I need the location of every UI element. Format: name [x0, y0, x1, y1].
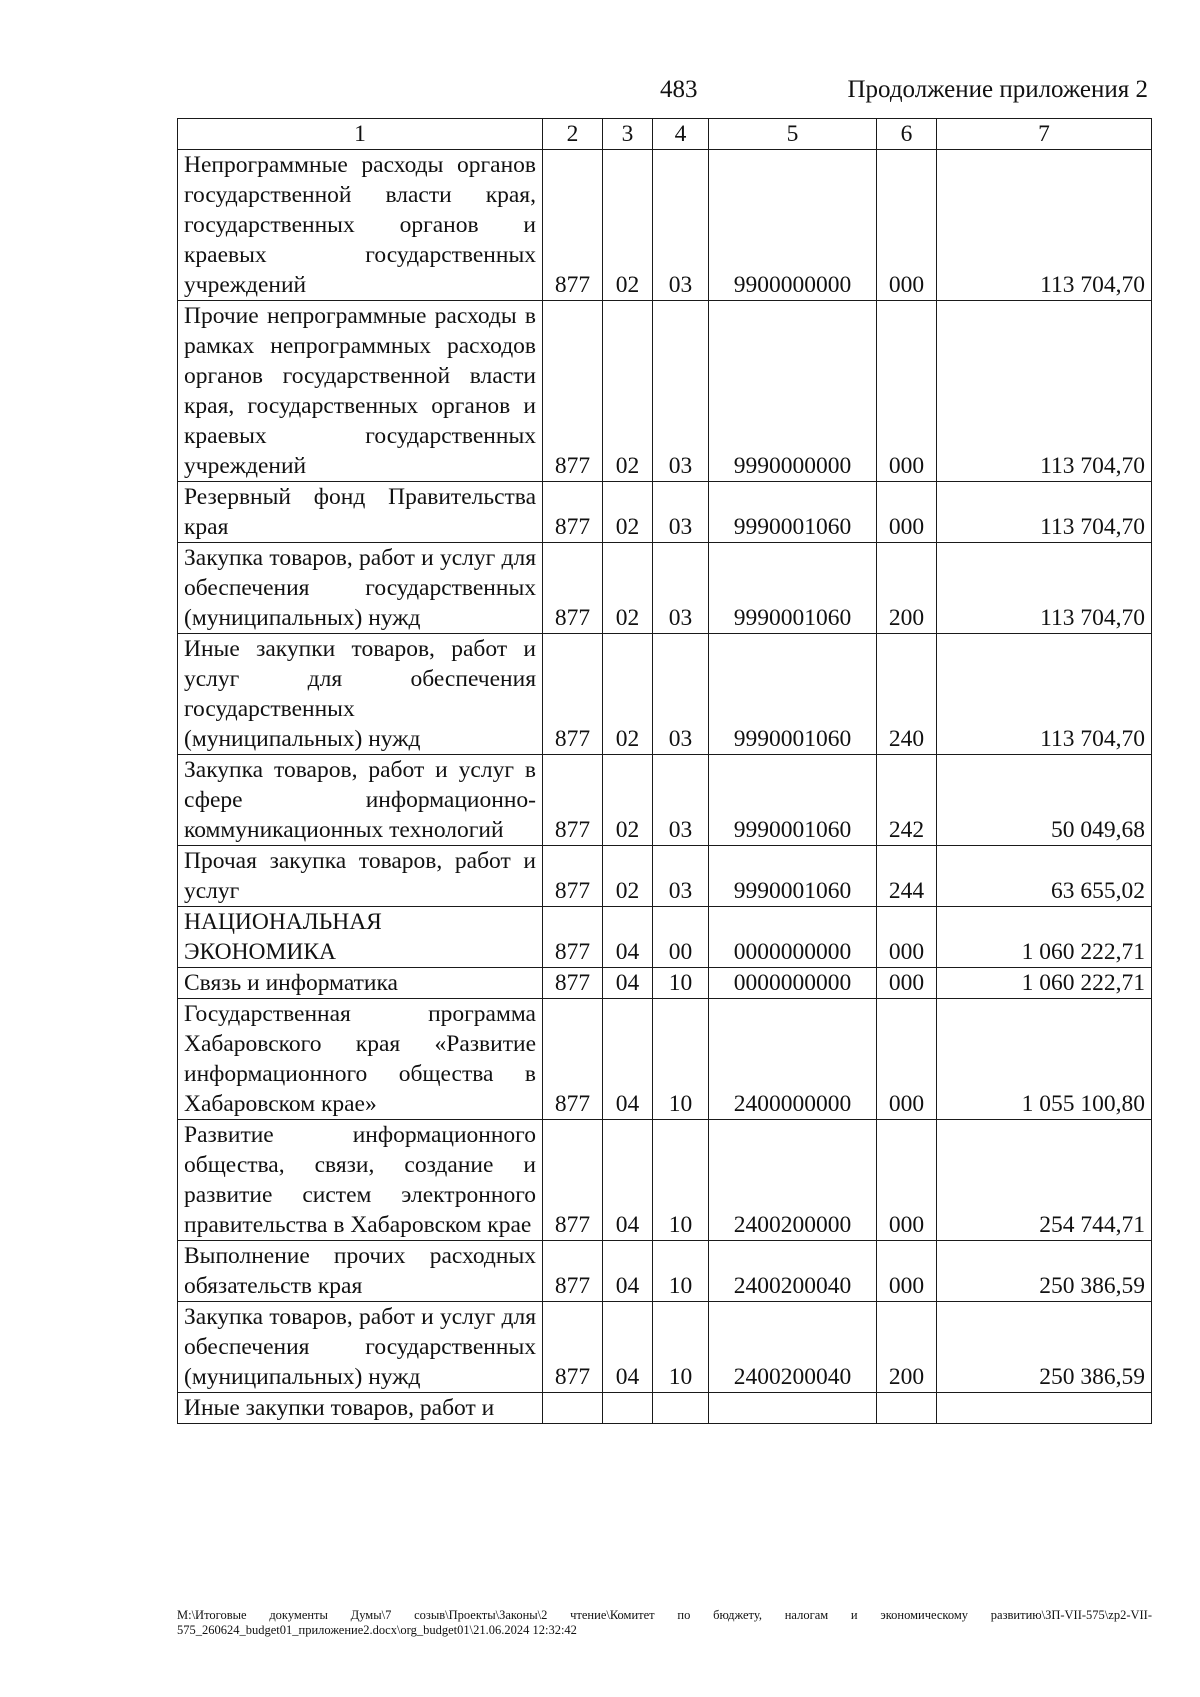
- subsection-code: 03: [653, 755, 709, 846]
- amount: 254 744,71: [937, 1120, 1152, 1241]
- target-article-code: 9990001060: [709, 846, 877, 907]
- table-row: [178, 543, 1152, 634]
- column-header: 5: [709, 119, 877, 150]
- table-row: [178, 1302, 1152, 1393]
- amount: 113 704,70: [937, 482, 1152, 543]
- target-article-code: 9990001060: [709, 482, 877, 543]
- section-code: 04: [603, 1120, 653, 1241]
- expense-type-code: 242: [877, 755, 937, 846]
- table-row: [178, 482, 1152, 543]
- section-code: 02: [603, 543, 653, 634]
- ministry-code: 877: [543, 755, 603, 846]
- target-article-code: 9990000000: [709, 301, 877, 482]
- ministry-code: 877: [543, 634, 603, 755]
- expense-name: Резервный фонд Правительства края: [178, 482, 543, 543]
- table-row: [178, 1241, 1152, 1302]
- column-header: 4: [653, 119, 709, 150]
- amount: 1 055 100,80: [937, 999, 1152, 1120]
- expense-name: Иные закупки товаров, работ и услуг для обеспечения государственных (муниципальных) нужд: [178, 634, 543, 755]
- ministry-code: 877: [543, 543, 603, 634]
- section-code: 02: [603, 634, 653, 755]
- page-number: 483: [660, 76, 698, 103]
- column-header: 2: [543, 119, 603, 150]
- expense-type-code: 000: [877, 1120, 937, 1241]
- ministry-code: 877: [543, 907, 603, 968]
- target-article-code: 0000000000: [709, 907, 877, 968]
- amount: 250 386,59: [937, 1302, 1152, 1393]
- expense-name: Закупка товаров, работ и услуг для обеспечения государственных (муниципальных) нужд: [178, 543, 543, 634]
- subsection-code: 03: [653, 150, 709, 301]
- section-code: 04: [603, 968, 653, 999]
- ministry-code: 877: [543, 999, 603, 1120]
- amount: 113 704,70: [937, 150, 1152, 301]
- section-code: 04: [603, 1241, 653, 1302]
- section-code: 02: [603, 755, 653, 846]
- table-row: [178, 150, 1152, 301]
- table-row: [178, 1120, 1152, 1241]
- ministry-code: 877: [543, 1302, 603, 1393]
- table-row: [178, 1393, 1152, 1424]
- ministry-code: 877: [543, 1120, 603, 1241]
- table-row: [178, 301, 1152, 482]
- amount: 1 060 222,71: [937, 968, 1152, 999]
- table-row: [178, 907, 1152, 968]
- table-row: [178, 846, 1152, 907]
- column-header: 1: [178, 119, 543, 150]
- expense-type-code: 200: [877, 1302, 937, 1393]
- target-article-code: [709, 1393, 877, 1424]
- target-article-code: 2400200040: [709, 1241, 877, 1302]
- expense-type-code: [877, 1393, 937, 1424]
- document-path-footer: M:\Итоговые документы Думы\7 созыв\Проекты\Законы\2 чтение\Комитет по бюджету, налогам и экономическому развитию\ЗП-VII-575\zp2-VII-575_260624_budget01_приложение2.docx\org_budget01\21.06.2024 12:32:42: [177, 1608, 1152, 1637]
- ministry-code: 877: [543, 150, 603, 301]
- amount: [937, 1393, 1152, 1424]
- expense-name: Выполнение прочих расходных обязательств края: [178, 1241, 543, 1302]
- expense-type-code: 000: [877, 1241, 937, 1302]
- table-header-row: [178, 119, 1152, 150]
- section-code: 02: [603, 482, 653, 543]
- subsection-code: 10: [653, 1241, 709, 1302]
- section-code: [603, 1393, 653, 1424]
- table-row: [178, 755, 1152, 846]
- target-article-code: 2400000000: [709, 999, 877, 1120]
- column-header: 7: [937, 119, 1152, 150]
- ministry-code: 877: [543, 482, 603, 543]
- target-article-code: 0000000000: [709, 968, 877, 999]
- subsection-code: 00: [653, 907, 709, 968]
- column-header: 6: [877, 119, 937, 150]
- expense-name: Государственная программа Хабаровского края «Развитие информационного общества в Хабаровском крае»: [178, 999, 543, 1120]
- table-row: [178, 968, 1152, 999]
- amount: 1 060 222,71: [937, 907, 1152, 968]
- subsection-code: 03: [653, 634, 709, 755]
- expense-type-code: 000: [877, 907, 937, 968]
- expense-type-code: 000: [877, 968, 937, 999]
- amount: 250 386,59: [937, 1241, 1152, 1302]
- subsection-code: 10: [653, 1302, 709, 1393]
- amount: 113 704,70: [937, 301, 1152, 482]
- section-code: 02: [603, 150, 653, 301]
- amount: 63 655,02: [937, 846, 1152, 907]
- expense-type-code: 000: [877, 150, 937, 301]
- amount: 50 049,68: [937, 755, 1152, 846]
- expense-name: Развитие информационного общества, связи, создание и развитие систем электронного правительства в Хабаровском крае: [178, 1120, 543, 1241]
- subsection-code: 03: [653, 301, 709, 482]
- ministry-code: 877: [543, 301, 603, 482]
- expense-type-code: 240: [877, 634, 937, 755]
- expense-name: НАЦИОНАЛЬНАЯ ЭКОНОМИКА: [178, 907, 543, 968]
- amount: 113 704,70: [937, 543, 1152, 634]
- expense-type-code: 000: [877, 301, 937, 482]
- expense-type-code: 200: [877, 543, 937, 634]
- expense-name: Непрограммные расходы органов государственной власти края, государственных органов и краевых государственных учреждений: [178, 150, 543, 301]
- expense-name: Прочие непрограммные расходы в рамках непрограммных расходов органов государственной власти края, государственных органов и краевых государственных учреждений: [178, 301, 543, 482]
- target-article-code: 9900000000: [709, 150, 877, 301]
- column-header: 3: [603, 119, 653, 150]
- subsection-code: 10: [653, 1120, 709, 1241]
- target-article-code: 2400200000: [709, 1120, 877, 1241]
- amount: 113 704,70: [937, 634, 1152, 755]
- ministry-code: [543, 1393, 603, 1424]
- expense-type-code: 000: [877, 999, 937, 1120]
- expense-name: Закупка товаров, работ и услуг для обеспечения государственных (муниципальных) нужд: [178, 1302, 543, 1393]
- continuation-heading: Продолжение приложения 2: [847, 76, 1148, 103]
- subsection-code: [653, 1393, 709, 1424]
- expense-type-code: 244: [877, 846, 937, 907]
- table-row: [178, 999, 1152, 1120]
- expense-name: Иные закупки товаров, работ и: [178, 1393, 543, 1424]
- budget-table: [177, 118, 1152, 1424]
- expense-name: Связь и информатика: [178, 968, 543, 999]
- subsection-code: 10: [653, 999, 709, 1120]
- subsection-code: 10: [653, 968, 709, 999]
- section-code: 04: [603, 1302, 653, 1393]
- target-article-code: 2400200040: [709, 1302, 877, 1393]
- section-code: 04: [603, 999, 653, 1120]
- expense-name: Прочая закупка товаров, работ и услуг: [178, 846, 543, 907]
- ministry-code: 877: [543, 968, 603, 999]
- subsection-code: 03: [653, 482, 709, 543]
- section-code: 02: [603, 301, 653, 482]
- section-code: 04: [603, 907, 653, 968]
- ministry-code: 877: [543, 846, 603, 907]
- table-row: [178, 634, 1152, 755]
- expense-name: Закупка товаров, работ и услуг в сфере информационно-коммуникационных технологий: [178, 755, 543, 846]
- expense-type-code: 000: [877, 482, 937, 543]
- subsection-code: 03: [653, 543, 709, 634]
- ministry-code: 877: [543, 1241, 603, 1302]
- target-article-code: 9990001060: [709, 634, 877, 755]
- target-article-code: 9990001060: [709, 543, 877, 634]
- target-article-code: 9990001060: [709, 755, 877, 846]
- subsection-code: 03: [653, 846, 709, 907]
- section-code: 02: [603, 846, 653, 907]
